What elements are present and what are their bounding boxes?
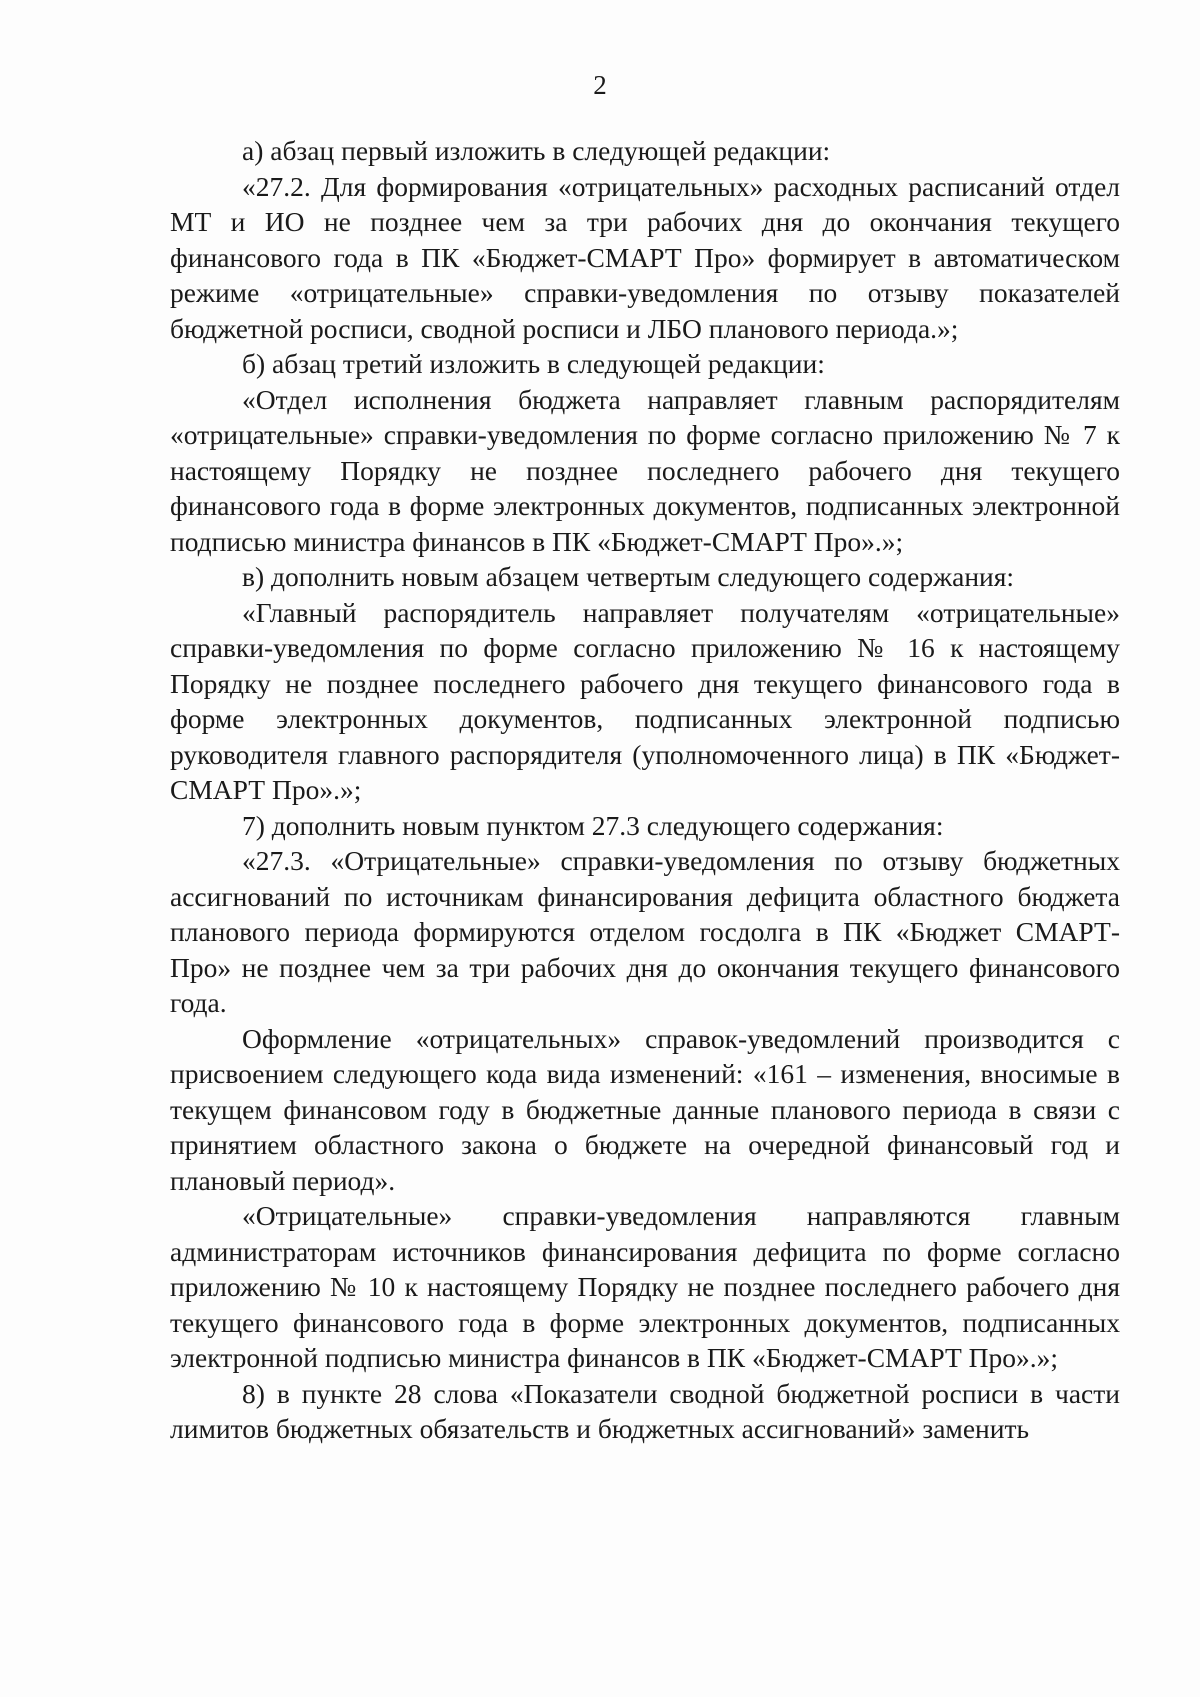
document-body: [170, 133, 1120, 1447]
paragraph-main-distributor: «Главный распорядитель направляет получателям «отрицательные» справки-уведомления по форме согласно приложению № 16 к настоящему Порядку не позднее последнего рабочего дня текущего финансового года в форме электронных документов, подписанных электронной подписью руководителя главного распорядителя (уполномоченного лица) в ПК «Бюджет-СМАРТ Про».»;: [170, 596, 1120, 805]
paragraph-27-2: «27.2. Для формирования «отрицательных» расходных расписаний отдел МТ и ИО не позднее чем за три рабочих дня до окончания текущего финансового года в ПК «Бюджет-СМАРТ Про» формирует в автоматическом режиме «отрицательные» справки-уведомления по отзыву показателей бюджетной росписи, сводной росписи и ЛБО планового периода.»;: [170, 170, 1120, 344]
paragraph-8-intro: 8) в пункте 28 слова «Показатели сводной бюджетной росписи в части лимитов бюджетных обязательств и бюджетных ассигнований» заменить: [170, 1377, 1120, 1444]
paragraph-budget-execution: «Отдел исполнения бюджета направляет главным распорядителям «отрицательные» справки-уведомления по форме согласно приложению № 7 к настоящему Порядку не позднее последнего рабочего дня текущего финансового года в форме электронных документов, подписанных электронной подписью министра финансов в ПК «Бюджет-СМАРТ Про».»;: [170, 383, 1120, 557]
paragraph-change-code: Оформление «отрицательных» справок-уведомлений производится с присвоением следующего кода вида изменений: «161 – изменения, вносимые в текущем финансовом году в бюджетные данные планового периода в связи с принятием областного закона о бюджете на очередной финансовый год и плановый период».: [170, 1022, 1120, 1196]
paragraph-v-intro: в) дополнить новым абзацем четвертым следующего содержания:: [242, 561, 1015, 592]
paragraph-b-intro: б) абзац третий изложить в следующей редакции:: [242, 348, 825, 379]
paragraph-27-3: «27.3. «Отрицательные» справки-уведомления по отзыву бюджетных ассигнований по источникам финансирования дефицита областного бюджета планового периода формируются отделом госдолга в ПК «Бюджет СМАРТ-Про» не позднее чем за три рабочих дня до окончания текущего финансового года.: [170, 845, 1120, 1018]
paragraph-7-intro: 7) дополнить новым пунктом 27.3 следующего содержания:: [242, 809, 944, 841]
paragraph-a-intro: а) абзац первый изложить в следующей редакции:: [242, 135, 831, 166]
page-number: 2: [593, 70, 607, 100]
paragraph-deficit-administrators: «Отрицательные» справки-уведомления направляются главным администраторам источников финансирования дефицита по форме согласно приложению № 10 к настоящему Порядку не позднее последнего рабочего дня текущего финансового года в форме электронных документов, подписанных электронной подписью министра финансов в ПК «Бюджет-СМАРТ Про».»;: [170, 1200, 1120, 1373]
